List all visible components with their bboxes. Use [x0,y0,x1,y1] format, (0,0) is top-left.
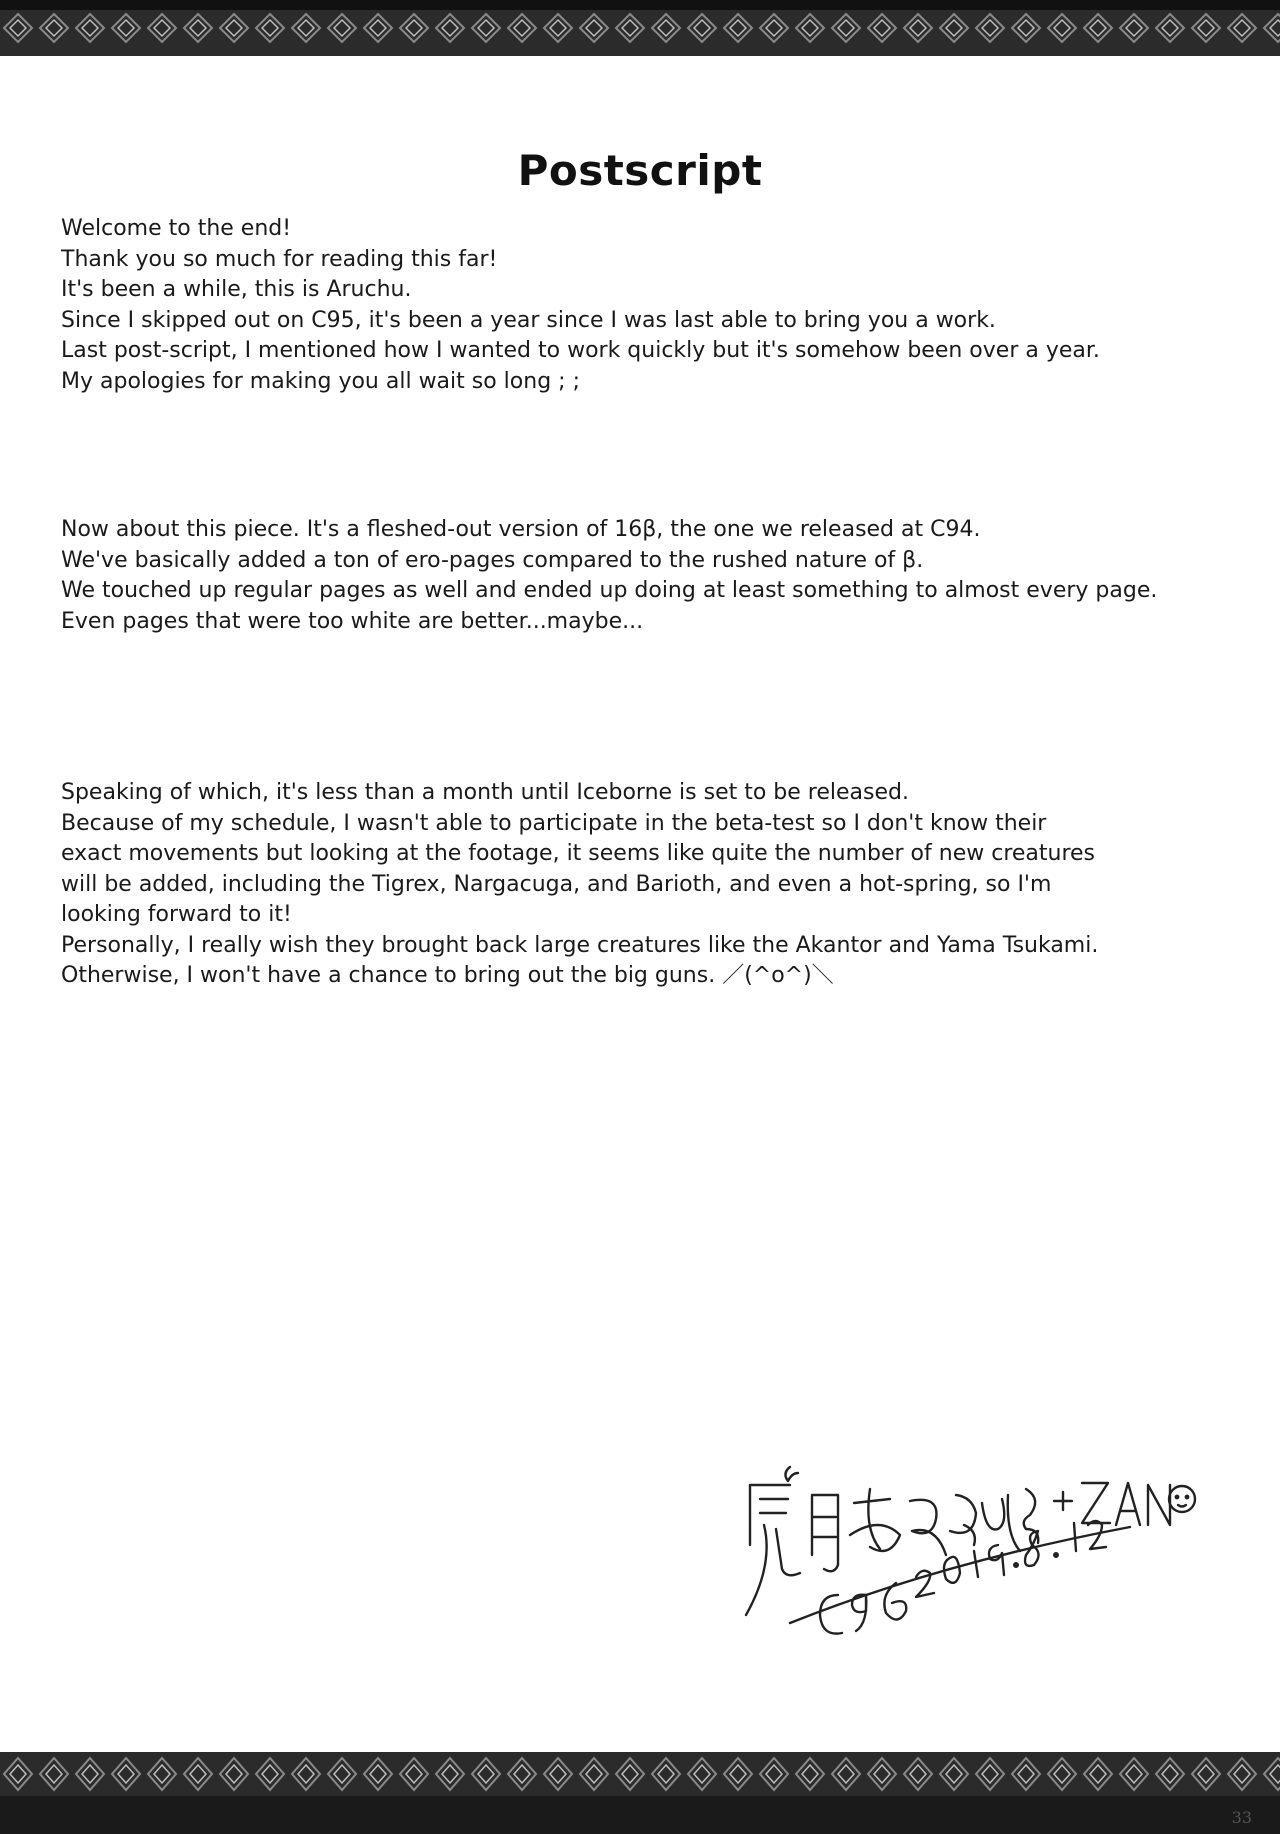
text-line: will be added, including the Tigrex, Nargacuga, and Barioth, and even a hot-spring, so I'm [61,871,1052,897]
page-number: 33 [1231,1808,1252,1827]
text-line: exact movements but looking at the footage, it seems like quite the number of new creatures [61,841,1096,866]
text-line: looking forward to it! [61,902,292,927]
decorative-bottom-border [0,1752,1280,1834]
text-line: We touched up regular pages as well and ended up doing at least something to almost every page. [61,578,1158,603]
decorative-top-border [0,0,1280,56]
text-line: Otherwise, I won't have a chance to bring out the big guns. ／(^o^)＼ [61,963,834,988]
paragraph-iceborne [61,778,1241,992]
paragraph-welcome [61,214,1241,397]
text-line: Last post-script, I mentioned how I wanted to work quickly but it's somehow been over a year. [61,338,1100,363]
text-line: Welcome to the end! [61,216,292,241]
text-line: Because of my schedule, I wasn't able to participate in the beta-test so I don't know their [61,810,1047,836]
text-line: Since I skipped out on C95, it's been a year since I was last able to bring you a work. [61,307,996,333]
paragraph-about-piece [61,515,1241,637]
text-line: Speaking of which, it's less than a month until Iceborne is set to be released. [61,780,909,805]
text-line: Now about this piece. It's a fleshed-out version of 16β, the one we released at C94. [61,517,981,542]
text-line: Thank you so much for reading this far! [61,246,498,272]
text-line: Even pages that were too white are better...maybe... [61,608,644,634]
page-title: Postscript [517,146,763,196]
text-line: It's been a while, this is Aruchu. [61,277,412,302]
text-line: We've basically added a ton of ero-pages compared to the rushed nature of β. [61,547,924,573]
text-line: Personally, I really wish they brought back large creatures like the Akantor and Yama Tsukami. [61,932,1099,958]
handwritten-signature [720,1455,1200,1665]
text-line: My apologies for making you all wait so long ; ; [61,368,580,394]
